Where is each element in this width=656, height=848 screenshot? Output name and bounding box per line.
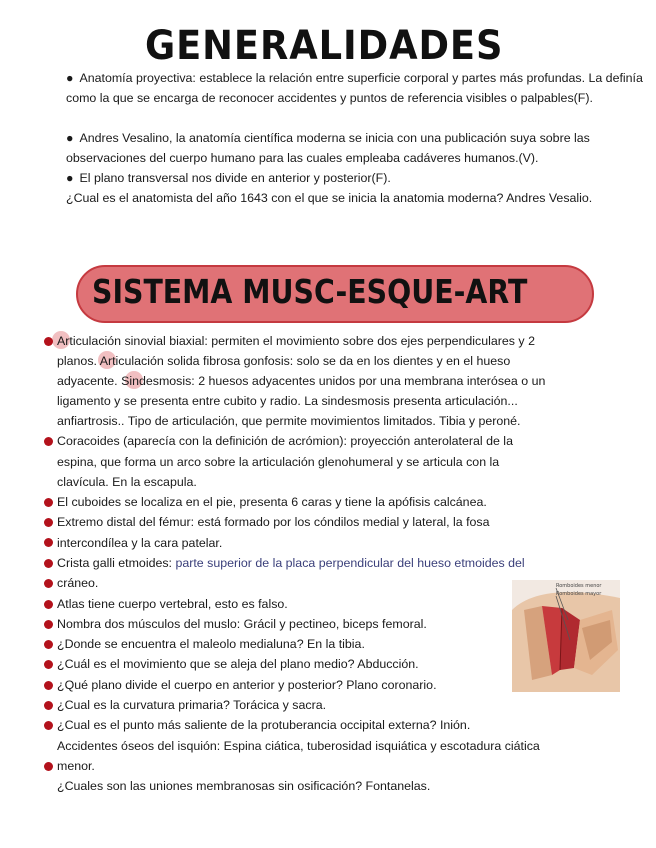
text-line: Atlas tiene cuerpo vertebral, esto es falso. — [57, 597, 288, 611]
text-line: Coracoides (aparecía con la definición de acrómion): proyección anterolateral de la — [57, 434, 513, 448]
text-line: ¿Cual es el punto más saliente de la protuberancia occipital externa? Inión. — [57, 718, 471, 732]
bullet-dot — [44, 600, 53, 609]
text-line: ¿Cuales son las uniones membranosas sin osificación? Fontanelas. — [57, 779, 431, 793]
text-line: ¿Cual es la curvatura primaria? Torácica y sacra. — [57, 698, 327, 712]
text-line: espina, que forma un arco sobre la articulación glenohumeral y se articula con la — [57, 455, 500, 469]
bullet-dot — [44, 538, 53, 547]
bullet-dot — [44, 762, 53, 771]
bullet-dot — [44, 681, 53, 690]
rhomboid-muscles-figure — [512, 580, 620, 692]
bullet-dot — [44, 518, 53, 527]
paragraph: ¿Cual es el anatomista del año 1643 con el que se inicia la anatomia moderna? Andres Vesalio. — [66, 191, 593, 205]
bullet-dot — [44, 498, 53, 507]
text-line: Extremo distal del fémur: está formado por los cóndilos medial y lateral, la fosa — [57, 515, 490, 529]
paragraph: ● El plano transversal nos divide en anterior y posterior(F). — [66, 171, 391, 185]
figure-label: Romboides menor — [556, 583, 602, 589]
section-title-sistema: SISTEMA MUSC-ESQUE-ART — [92, 272, 528, 311]
text-line: menor. — [57, 759, 95, 773]
bullet-dot — [44, 579, 53, 588]
text-line: adyacente. Sindesmosis: 2 huesos adyacentes unidos por una membrana interósea o un — [57, 374, 546, 388]
text-line: ligamento y se presenta entre cubito y radio. La sindesmosis presenta articulación... — [57, 394, 518, 408]
paragraph: ● Anatomía proyectiva: establece la relación entre superficie corporal y partes más profundas. La definía como la que se encarga de reconocer accidentes y puntos de referencia visibles o palpables(F). — [66, 71, 643, 105]
bullet-dot — [44, 559, 53, 568]
text-line: intercondílea y la cara patelar. — [57, 536, 223, 550]
bullet-dot — [44, 701, 53, 710]
text-line: ¿Qué plano divide el cuerpo en anterior y posterior? Plano coronario. — [57, 678, 437, 692]
text-line: Articulación sinovial biaxial: permiten el movimiento sobre dos ejes perpendiculares y 2 — [57, 334, 535, 348]
text-line: clavícula. En la escapula. — [57, 475, 197, 489]
page-title-generalidades: GENERALIDADES — [145, 23, 504, 69]
text-line: planos. Articulación solida fibrosa gonfosis: solo se da en los dientes y en el hueso — [57, 354, 511, 368]
bullet-dot — [44, 660, 53, 669]
crista-answer: parte superior de la placa perpendicular del hueso etmoides del — [175, 556, 525, 570]
figure-label: Romboides mayor — [556, 591, 602, 597]
text-line: anfiartrosis.. Tipo de articulación, que permite movimientos limitados. Tibia y peroné. — [57, 414, 521, 428]
text-line: cráneo. — [57, 576, 99, 590]
bullet-dot — [44, 640, 53, 649]
text-line: ¿Cuál es el movimiento que se aleja del plano medio? Abducción. — [57, 657, 419, 671]
text-line: Crista galli etmoides: parte superior de la placa perpendicular del hueso etmoides del — [57, 556, 525, 570]
bullet-dot — [44, 620, 53, 629]
bullet-dot — [44, 337, 53, 346]
text-line: El cuboides se localiza en el pie, presenta 6 caras y tiene la apófisis calcánea. — [57, 495, 487, 509]
text-line: Nombra dos músculos del muslo: Grácil y pectineo, biceps femoral. — [57, 617, 427, 631]
bullet-dot — [44, 437, 53, 446]
bullet-dot — [44, 721, 53, 730]
paragraph: ● Andres Vesalino, la anatomía científica moderna se inicia con una publicación suya sobre las observaciones del cuerpo humano para las cuales empleaba cadáveres humanos.(V). — [66, 131, 590, 165]
text-line: Accidentes óseos del isquión: Espina ciática, tuberosidad isquiática y escotadura ciática — [57, 739, 540, 753]
text-line: ¿Donde se encuentra el maleolo medialuna? En la tibia. — [57, 637, 365, 651]
